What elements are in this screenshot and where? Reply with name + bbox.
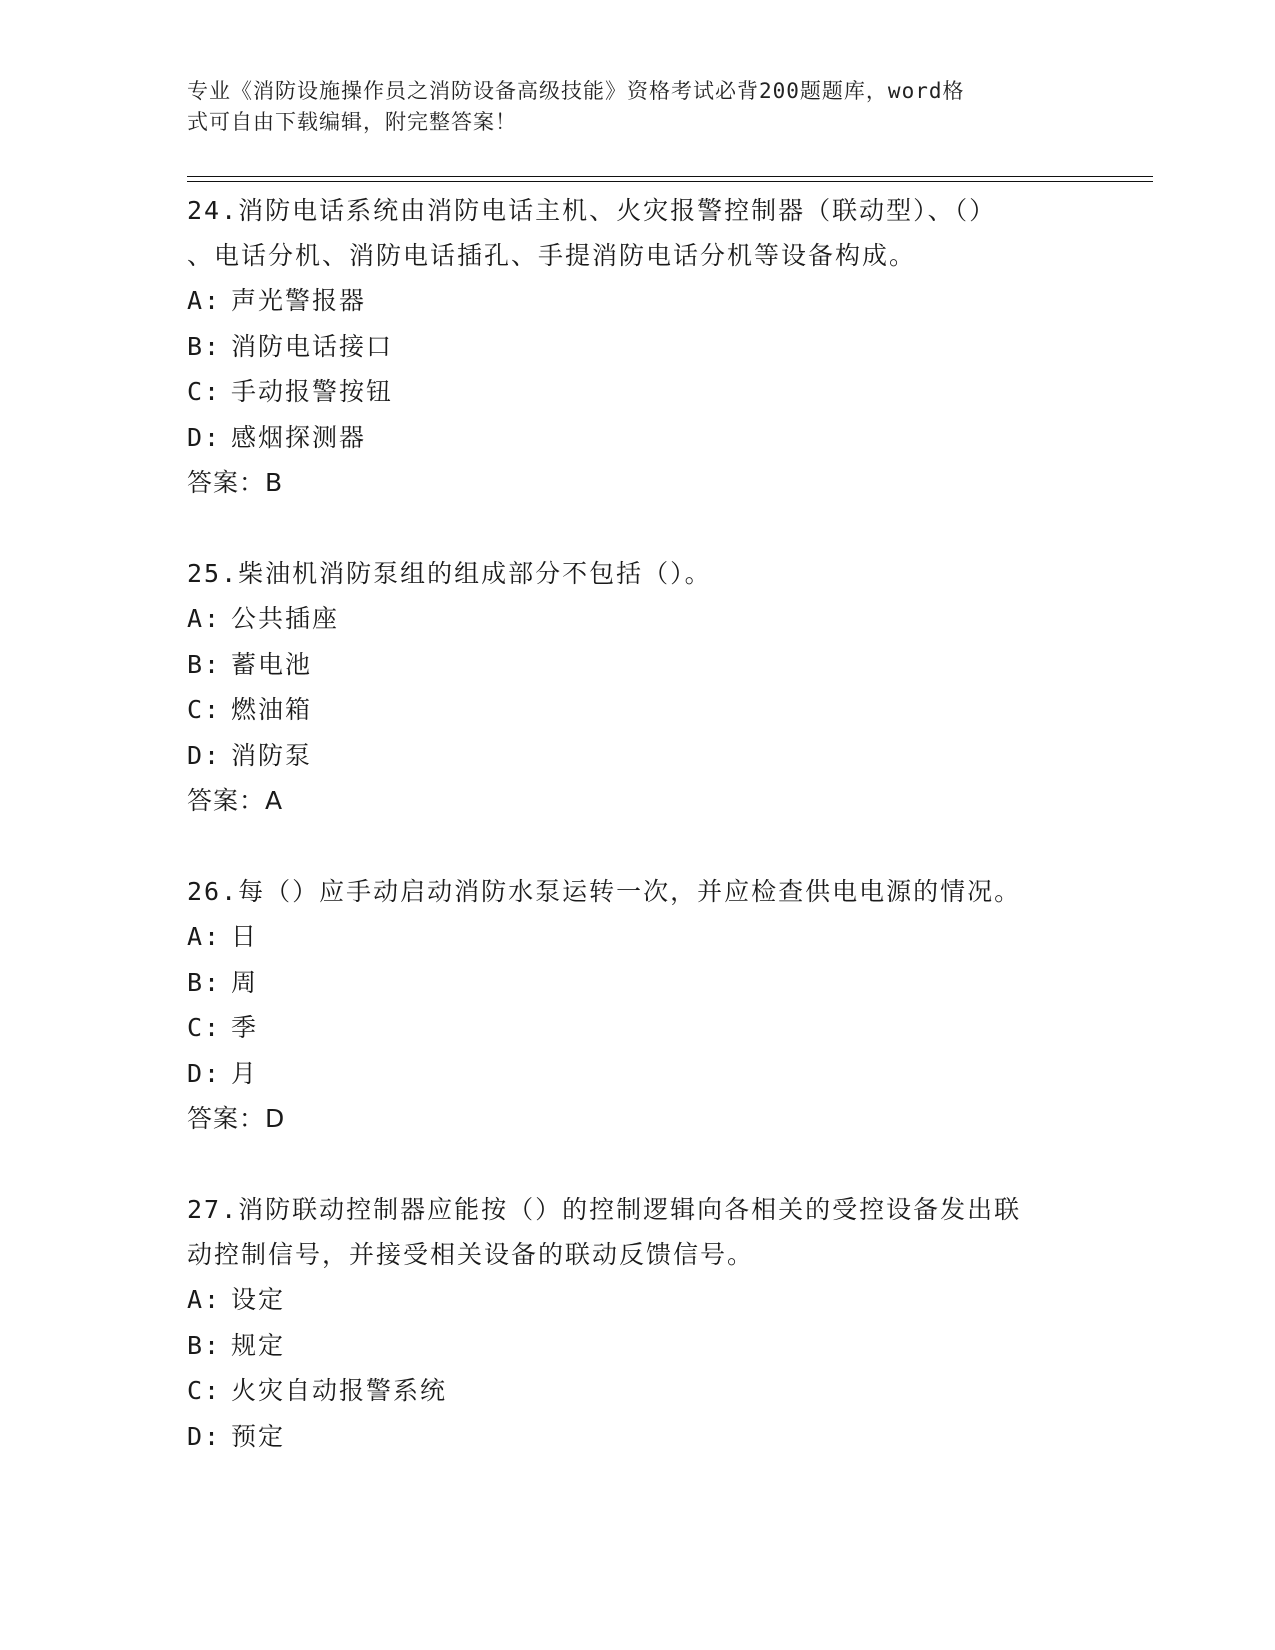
question-24 [187, 188, 1087, 505]
option-text: 感烟探测器 [231, 422, 367, 452]
option-text: 季 [231, 1013, 259, 1042]
option-letter: D: [187, 422, 222, 452]
option-text: 消防泵 [231, 740, 313, 770]
option-b [187, 642, 1087, 688]
option-letter: C: [187, 377, 222, 406]
option-letter: A: [187, 286, 222, 315]
document-header [187, 76, 1067, 138]
option-a [187, 596, 1087, 642]
option-b [187, 324, 1087, 370]
question-stem: 、电话分机、消防电话插孔、手提消防电话分机等设备构成。 [187, 241, 917, 270]
answer-line: 答案：D [187, 1104, 286, 1133]
option-d [187, 1414, 1087, 1460]
question-stem: 25.柴油机消防泵组的组成部分不包括（）。 [187, 559, 712, 588]
option-text: 手动报警按钮 [231, 377, 394, 406]
answer-line: 答案：A [187, 786, 284, 815]
option-text: 周 [231, 967, 259, 997]
option-letter: B: [187, 967, 222, 997]
header-divider-top [187, 176, 1153, 177]
question-26 [187, 869, 1087, 1141]
option-c [187, 687, 1087, 733]
question-stem: 24.消防电话系统由消防电话主机、火灾报警控制器（联动型）、（） [187, 196, 997, 225]
option-letter: A: [187, 604, 222, 633]
question-stem: 27.消防联动控制器应能按（）的控制逻辑向各相关的受控设备发出联 [187, 1195, 1022, 1224]
option-letter: D: [187, 740, 222, 770]
option-a [187, 914, 1087, 960]
question-spacer [187, 505, 1087, 551]
option-a [187, 278, 1087, 324]
header-divider-bottom [187, 181, 1153, 182]
option-d [187, 1051, 1087, 1097]
question-spacer [187, 823, 1087, 869]
option-a [187, 1277, 1087, 1323]
question-27 [187, 1187, 1087, 1459]
option-letter: B: [187, 649, 222, 679]
option-letter: D: [187, 1421, 222, 1451]
option-text: 月 [231, 1058, 259, 1088]
option-text: 公共插座 [231, 604, 340, 633]
option-c [187, 369, 1087, 415]
option-c [187, 1368, 1087, 1414]
option-text: 火灾自动报警系统 [231, 1376, 448, 1405]
option-text: 预定 [231, 1421, 286, 1451]
option-d [187, 733, 1087, 779]
option-b [187, 960, 1087, 1006]
option-letter: B: [187, 1330, 222, 1360]
question-25 [187, 551, 1087, 823]
option-c [187, 1005, 1087, 1051]
answer-line: 答案：B [187, 468, 284, 497]
question-stem: 26.每（）应手动启动消防水泵运转一次，并应检查供电电源的情况。 [187, 877, 1022, 906]
option-letter: A: [187, 1285, 222, 1314]
option-letter: D: [187, 1058, 222, 1088]
question-stem: 动控制信号，并接受相关设备的联动反馈信号。 [187, 1240, 755, 1269]
question-spacer [187, 1141, 1087, 1187]
option-letter: C: [187, 695, 222, 724]
header-line-2: 式可自由下载编辑，附完整答案！ [187, 110, 517, 134]
option-text: 蓄电池 [231, 649, 313, 679]
option-letter: A: [187, 922, 222, 951]
option-text: 规定 [231, 1330, 286, 1360]
option-letter: C: [187, 1376, 222, 1405]
option-b [187, 1323, 1087, 1369]
option-text: 声光警报器 [231, 286, 367, 315]
option-letter: C: [187, 1013, 222, 1042]
option-text: 日 [231, 922, 259, 951]
option-text: 设定 [231, 1285, 286, 1314]
option-letter: B: [187, 331, 222, 361]
option-d [187, 415, 1087, 461]
question-list [187, 188, 1087, 1459]
option-text: 燃油箱 [231, 695, 313, 724]
header-line-1: 专业《消防设施操作员之消防设备高级技能》资格考试必背200题题库，word格 [187, 79, 965, 103]
option-text: 消防电话接口 [231, 331, 394, 361]
